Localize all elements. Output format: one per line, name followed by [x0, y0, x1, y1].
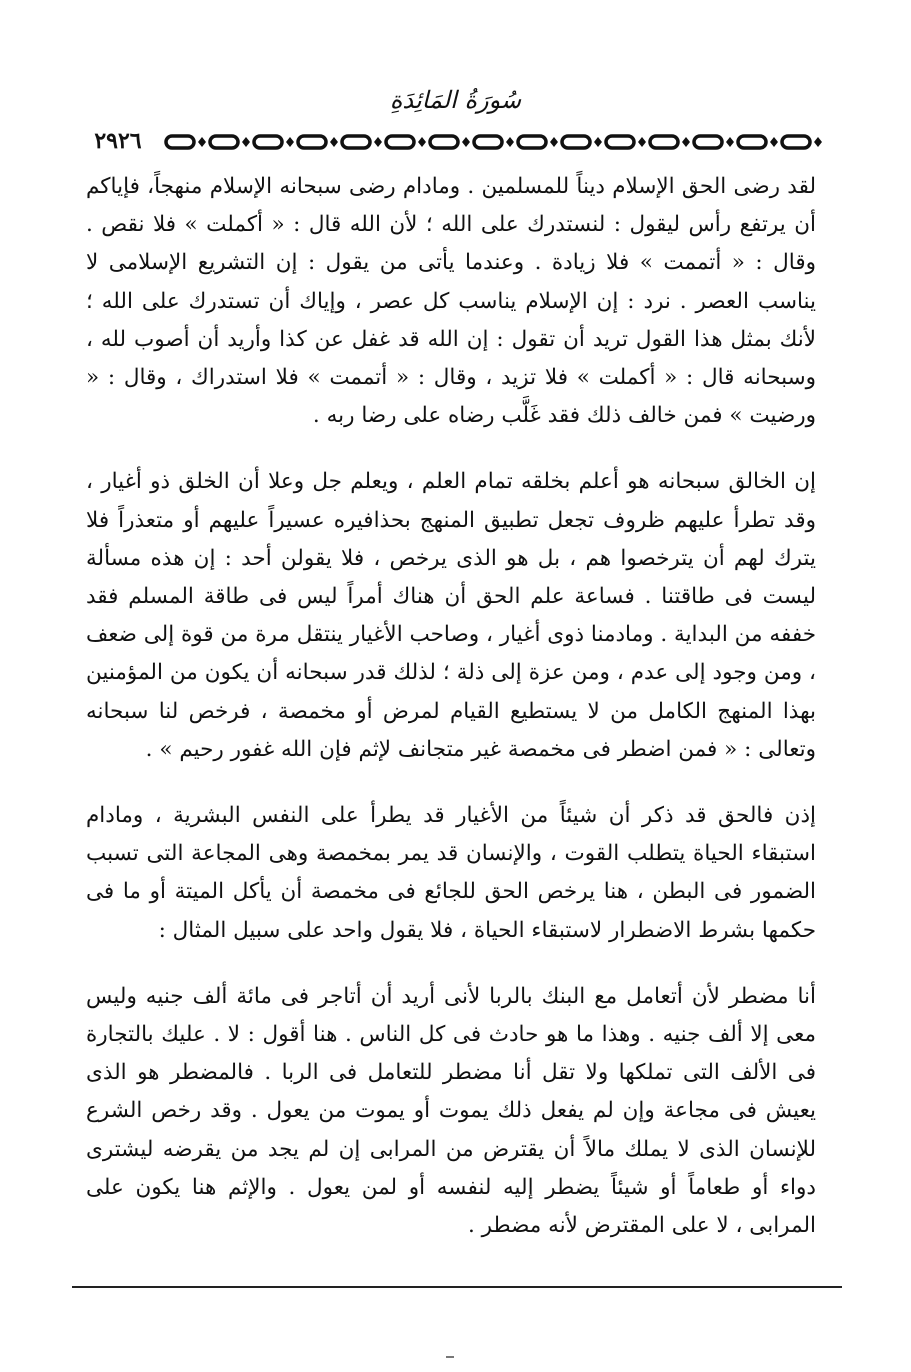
- chain-border-ornament: [72, 122, 842, 162]
- paragraph-3: إذن فالحق قد ذكر أن شيئاً من الأغيار قد يطرأ على النفس البشرية ، ومادام استبقاء الحياة يتطلب القوت ، والإنسان قد يمر بمخمصة وهى المجاعة التى تسبب الضمور فى البطن ، هنا يرخص الحق للجائع فى مخمصة أن يأكل الميتة أو ما فى حكمها بشرط الاضطرار لاستبقاء الحياة ، فلا يقول واحد على سبيل المثال :: [86, 803, 816, 943]
- page-body: [86, 168, 816, 1245]
- paragraph-1: لقد رضى الحق الإسلام ديناً للمسلمين . ومادام رضى سبحانه الإسلام منهجاً، فإياكم أن يرتفع رأس ليقول : لنستدرك على الله ؛ لأن الله قال : « أكملت » فلا نقص . وقال : « أتممت » فلا زيادة . وعندما يأتى من يقول : إن التشريع الإسلامى لا يناسب العصر . نرد : إن الإسلام يناسب كل عصر ، وإياك أن تستدرك على الله ؛ لأنك بمثل هذا القول تريد أن تقول : إن الله قد غفل عن كذا وأريد أن أصوب لله ، وسبحانه قال : « أكملت » فلا تزيد ، وقال : « أتممت » فلا استدراك ، وقال : « ورضيت » فمن خالف ذلك فقد غَلَّب رضاه على رضا ربه .: [86, 174, 816, 429]
- paragraph-2: إن الخالق سبحانه هو أعلم بخلقه تمام العلم ، ويعلم جل وعلا أن الخلق ذو أغيار ، وقد تطرأ عليهم ظروف تجعل تطبيق المنهج بحذافيره عسيراً عليهم أو متعذراً فلا يترك لهم أن يترخصوا هم ، بل هو الذى يرخص ، فلا يقولن أحد : إن هذه مسألة ليست فى طاقتنا . فساعة علم الحق أن هناك أمراً ليس فى طاقة المسلم فقد خففه من البداية . ومادمنا ذوى أغيار ، وصاحب الأغيار ينتقل مرة من قوة إلى ضعف ، ومن وجود إلى عدم ، ومن عزة إلى ذلة ؛ لذلك قدر سبحانه أن يكون من المؤمنين بهذا المنهج الكامل من لا يستطيع القيام لمرض أو مخمصة ، فرخص لنا سبحانه وتعالى : « فمن اضطر فى مخمصة غير متجانف لإثم فإن الله غفور رحيم » .: [86, 469, 816, 762]
- page-number: ٢٩٢٦: [94, 128, 142, 154]
- page-footer-mark: [446, 1356, 454, 1358]
- header-ornament-row: [72, 122, 842, 162]
- paragraph-4: أنا مضطر لأن أتعامل مع البنك بالربا لأنى أريد أن أتاجر فى مائة ألف جنيه وليس معى إلا ألف جنيه . وهذا ما هو حادث فى كل الناس . هنا أقول : لا . عليك بالتجارة فى الألف التى تملكها ولا تقل أنا مضطر للتعامل فى الربا . فالمضطر هو الذى يعيش فى مجاعة وإن لم يفعل ذلك يموت أو يموت من يعول . وقد رخص الشرع للإنسان الذى لا يملك مالاً أن يقترض من المرابى إن لم يجد من يقرضه ليشترى دواء أو طعاماً أو شيئاً يضطر إليه لنفسه أو لمن يعول . والإثم هنا يكون على المرابى ، لا على المقترض لأنه مضطر .: [86, 983, 816, 1239]
- bottom-divider: [72, 1286, 842, 1288]
- surah-title: سُورَةُ المَائِدَةِ: [389, 86, 522, 114]
